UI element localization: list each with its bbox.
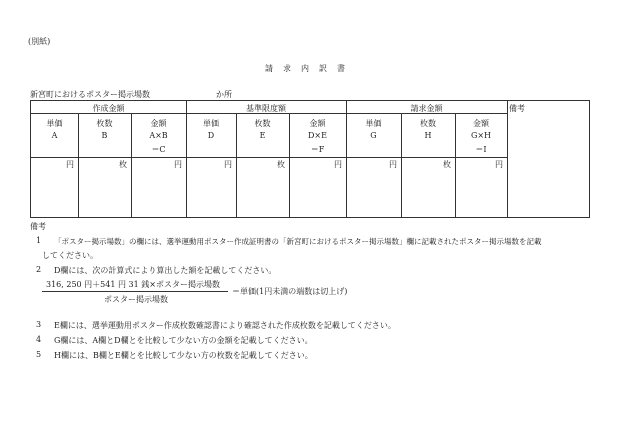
header-standard-limit: 基準限度額 — [246, 104, 286, 113]
note-2-number: 2 — [36, 265, 42, 274]
col-i-unit: 円 — [495, 160, 503, 169]
col-d-unit: 円 — [224, 160, 232, 169]
col-c-symbol-result: ＝C — [151, 145, 166, 154]
col-g-unit: 円 — [389, 160, 397, 169]
col-g-label: 単価 — [365, 119, 382, 128]
header-billing-amount: 請求金額 — [410, 104, 443, 113]
col-f-unit: 円 — [334, 160, 342, 169]
col-c-symbol: A×B — [149, 131, 168, 140]
col-h-unit: 枚 — [443, 160, 451, 169]
note-5-text: H欄には、B欄とE欄とを比較して少ない方の枚数を記載してください。 — [54, 351, 313, 360]
note-3-number: 3 — [36, 320, 42, 329]
col-b-symbol: B — [101, 131, 108, 140]
note-1-number: 1 — [36, 236, 42, 245]
formula-fraction-bar — [42, 291, 228, 292]
col-e-unit: 枚 — [277, 160, 285, 169]
col-g-symbol: G — [370, 131, 377, 140]
invoice-breakdown-table — [30, 100, 590, 218]
col-d-label: 単価 — [203, 119, 219, 128]
annex-label: (別紙) — [28, 37, 51, 46]
col-b-unit: 枚 — [119, 160, 127, 169]
col-f-symbol-result: ＝F — [310, 145, 325, 154]
header-remarks: 備考 — [509, 104, 525, 113]
note-2-text: D欄には、次の計算式により算出した額を記載してください。 — [54, 266, 277, 275]
col-c-label: 金額 — [150, 119, 167, 128]
col-a-unit: 円 — [66, 160, 74, 169]
poster-board-count-label: 新宮町におけるポスター掲示場数 — [30, 90, 150, 99]
formula-numerator: 316, 250 円＋541 円 31 銭×ポスター掲示場数 — [46, 280, 220, 289]
header-creation-amount: 作成金額 — [92, 104, 125, 113]
formula-result: ＝単価(1円未満の端数は切上げ) — [232, 287, 348, 296]
note-3-text: E欄には、選挙運動用ポスター作成枚数確認書により確認された作成枚数を記載してください。 — [54, 321, 396, 330]
note-4-text: G欄には、A欄とD欄とを比較して少ない方の金額を記載してください。 — [54, 336, 313, 345]
col-i-label: 金額 — [473, 119, 489, 128]
col-h-label: 枚数 — [420, 119, 436, 128]
note-4-number: 4 — [36, 335, 42, 344]
col-d-symbol: D — [207, 131, 215, 140]
notes-heading: 備考 — [30, 222, 46, 231]
col-i-symbol-result: ＝I — [475, 145, 487, 154]
col-e-symbol: E — [259, 131, 266, 140]
formula-denominator: ポスター掲示場数 — [104, 295, 168, 304]
col-e-label: 枚数 — [254, 119, 271, 128]
page-title: 請 求 内 訳 書 — [265, 64, 346, 73]
note-1-text-continued: してください。 — [42, 251, 98, 260]
poster-board-count-unit: か所 — [216, 90, 232, 99]
col-i-symbol: G×H — [470, 131, 492, 140]
col-f-label: 金額 — [309, 119, 326, 128]
col-b-label: 枚数 — [96, 119, 113, 128]
col-h-symbol: H — [424, 131, 432, 140]
col-a-label: 単価 — [46, 119, 63, 128]
col-a-symbol: A — [51, 131, 58, 140]
col-c-unit: 円 — [174, 160, 182, 169]
note-5-number: 5 — [36, 350, 42, 359]
col-f-symbol: D×E — [308, 131, 327, 140]
note-1-text: 「ポスター掲示場数」の欄には、選挙運動用ポスター作成証明書の「新宮町におけるポスター掲示場数」欄に記載されたポスター掲示場数を記載 — [54, 237, 542, 246]
